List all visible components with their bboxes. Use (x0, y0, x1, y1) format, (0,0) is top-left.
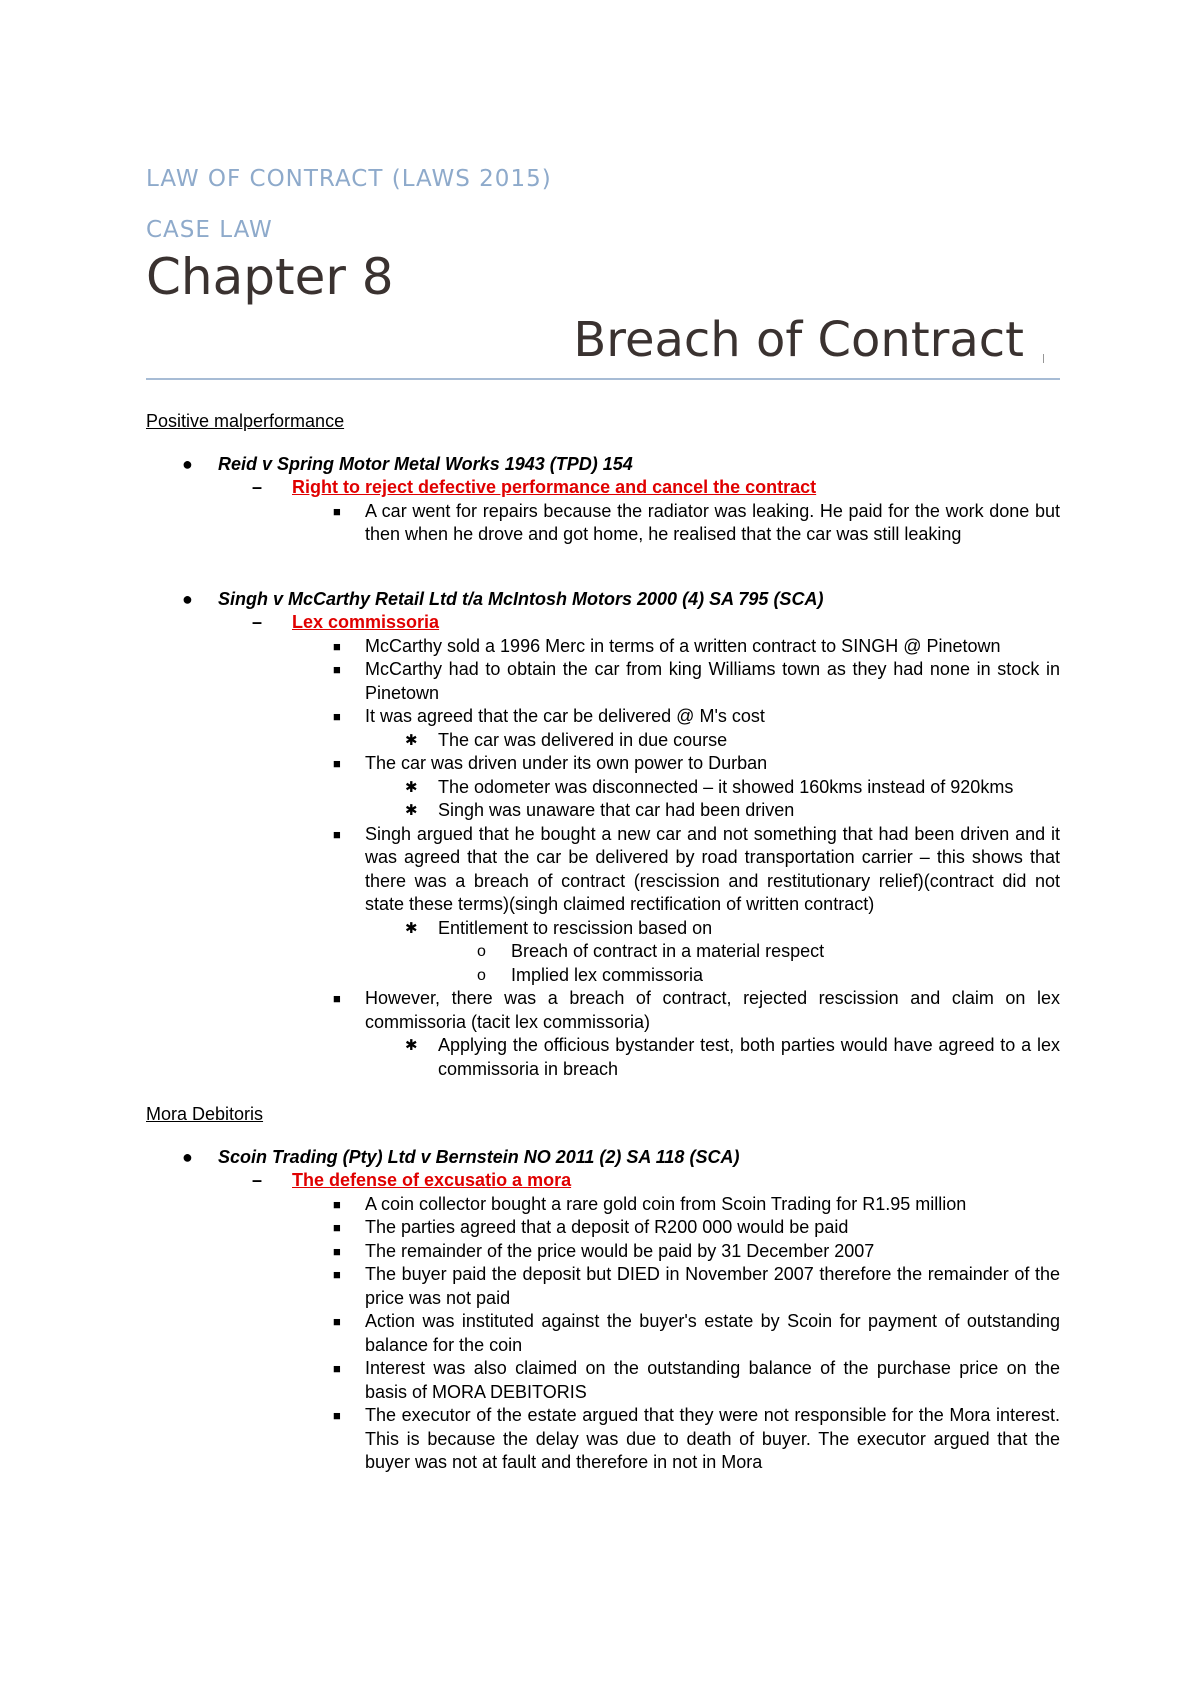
fact-item (146, 1216, 1060, 1240)
case-citation (146, 588, 1060, 612)
holding-text: The defense of excusatio a mora (292, 1170, 572, 1190)
square-bullet-icon: ■ (333, 1220, 341, 1235)
dash-marker: – (252, 1170, 263, 1190)
title-divider (146, 378, 1060, 380)
fact-item (146, 1193, 1060, 1217)
case-bullet-icon: ● (182, 1146, 193, 1167)
fact-text: A car went for repairs because the radiator was leaking. He paid for the work done but then when he drove and got home, he realised that the car was still leaking (365, 500, 1060, 544)
holding-text: Lex commissoria (292, 612, 440, 632)
fact-item (146, 705, 1060, 729)
case-title: Singh v McCarthy Retail Ltd t/a McIntosh Motors 2000 (4) SA 795 (SCA) (218, 588, 824, 609)
course-title: LAW OF CONTRACT (LAWS 2015) (146, 166, 552, 192)
holding-text: Right to reject defective performance and cancel the contract (292, 477, 817, 497)
case-citation (146, 1146, 1060, 1170)
sub-fact-text: The odometer was disconnected – it showed 160kms instead of 920kms (438, 776, 1014, 797)
fact-text: Singh argued that he bought a new car and not something that had been driven and it was agreed that the car be delivered by road transportation carrier – this shows that there was a breach of contract (rescission and restitutionary relief)(contract did not state these terms)(singh claimed rectification of written contract) (365, 823, 1060, 914)
square-bullet-icon: ■ (333, 1196, 341, 1212)
section-heading: Positive malperformance (146, 411, 345, 431)
circle-bullet-icon: o (477, 966, 486, 984)
case-bullet-icon: ● (182, 588, 193, 609)
sub-fact-item (146, 1034, 1060, 1081)
case-title: Reid v Spring Motor Metal Works 1943 (TPD) 154 (218, 453, 633, 474)
sub-fact-item (146, 917, 1060, 941)
fact-text: McCarthy had to obtain the car from king Williams town as they had none in stock in Pinetown (365, 659, 1060, 703)
dash-marker: – (252, 612, 263, 632)
square-bullet-icon: ■ (333, 638, 341, 654)
case-citation (146, 453, 1060, 477)
asterisk-bullet-icon: ✱ (405, 1037, 418, 1054)
fact-item (146, 987, 1060, 1034)
square-bullet-icon: ■ (333, 662, 341, 677)
fact-text: The executor of the estate argued that they were not responsible for the Mora interest. This is because the delay was due to death of buyer. The executor argued that the buyer was not at fault and therefore in not in Mora (365, 1405, 1060, 1472)
section-spacer (146, 1081, 1060, 1103)
fact-text: The car was driven under its own power to Durban (365, 753, 768, 773)
asterisk-bullet-icon: ✱ (405, 731, 418, 749)
sub-sub-fact-text: Breach of contract in a material respect (511, 941, 825, 961)
sub-fact-item (146, 729, 1060, 753)
fact-text: Action was instituted against the buyer's estate by Scoin for payment of outstanding balance for the coin (365, 1311, 1060, 1355)
sub-sub-fact-item (146, 940, 1060, 964)
fact-text: The parties agreed that a deposit of R200 000 would be paid (365, 1217, 849, 1237)
fact-item (146, 752, 1060, 776)
fact-item (146, 1404, 1060, 1475)
square-bullet-icon: ■ (333, 1314, 341, 1329)
case-holding (146, 476, 1060, 500)
square-bullet-icon: ■ (333, 756, 341, 771)
fact-text: McCarthy sold a 1996 Merc in terms of a written contract to SINGH @ Pinetown (365, 635, 1001, 656)
square-bullet-icon: ■ (333, 503, 341, 519)
fact-item (146, 500, 1060, 547)
fact-text: Interest was also claimed on the outstanding balance of the purchase price on the basis of MORA DEBITORIS (365, 1358, 1060, 1402)
asterisk-bullet-icon: ✱ (405, 778, 418, 796)
document-body (146, 410, 1060, 1475)
sub-fact-text: The car was delivered in due course (438, 729, 728, 750)
chapter-heading: Chapter 8 (146, 248, 394, 306)
chapter-title: Breach of Contract (573, 312, 1024, 368)
circle-bullet-icon: o (477, 943, 486, 960)
fact-item (146, 658, 1060, 705)
sub-fact-text: Applying the officious bystander test, both parties would have agreed to a lex commissoria in breach (438, 1035, 1060, 1079)
fact-item (146, 1357, 1060, 1404)
square-bullet-icon: ■ (333, 991, 341, 1006)
fact-text: However, there was a breach of contract, rejected rescission and claim on lex commissoria (tacit lex commissoria) (365, 988, 1060, 1032)
square-bullet-icon: ■ (333, 1361, 341, 1376)
edge-mark: | (1042, 354, 1046, 364)
fact-text: It was agreed that the car be delivered @ M's cost (365, 706, 765, 726)
square-bullet-icon: ■ (333, 826, 341, 842)
asterisk-bullet-icon: ✱ (405, 802, 418, 819)
case-law-subtitle: CASE LAW (146, 217, 273, 243)
sub-sub-fact-text: Implied lex commissoria (511, 964, 704, 985)
sub-sub-fact-item (146, 964, 1060, 988)
fact-item (146, 1240, 1060, 1264)
square-bullet-icon: ■ (333, 709, 341, 724)
square-bullet-icon: ■ (333, 1408, 341, 1423)
sub-fact-item (146, 799, 1060, 823)
sub-fact-text: Singh was unaware that car had been driven (438, 800, 795, 820)
case-spacer (146, 547, 1060, 569)
case-title: Scoin Trading (Pty) Ltd v Bernstein NO 2011 (2) SA 118 (SCA) (218, 1146, 740, 1167)
case-holding (146, 1169, 1060, 1193)
sub-fact-item (146, 776, 1060, 800)
asterisk-bullet-icon: ✱ (405, 919, 418, 937)
sub-fact-text: Entitlement to rescission based on (438, 917, 713, 938)
fact-text: The buyer paid the deposit but DIED in November 2007 therefore the remainder of the price was not paid (365, 1264, 1060, 1308)
case-holding (146, 611, 1060, 635)
fact-item (146, 1310, 1060, 1357)
fact-item (146, 1263, 1060, 1310)
fact-text: The remainder of the price would be paid by 31 December 2007 (365, 1240, 875, 1261)
section-heading: Mora Debitoris (146, 1104, 264, 1124)
case-bullet-icon: ● (182, 453, 193, 474)
fact-item (146, 635, 1060, 659)
fact-item (146, 823, 1060, 917)
fact-text: A coin collector bought a rare gold coin from Scoin Trading for R1.95 million (365, 1193, 967, 1214)
square-bullet-icon: ■ (333, 1243, 341, 1259)
dash-marker: – (252, 477, 263, 497)
square-bullet-icon: ■ (333, 1267, 341, 1282)
